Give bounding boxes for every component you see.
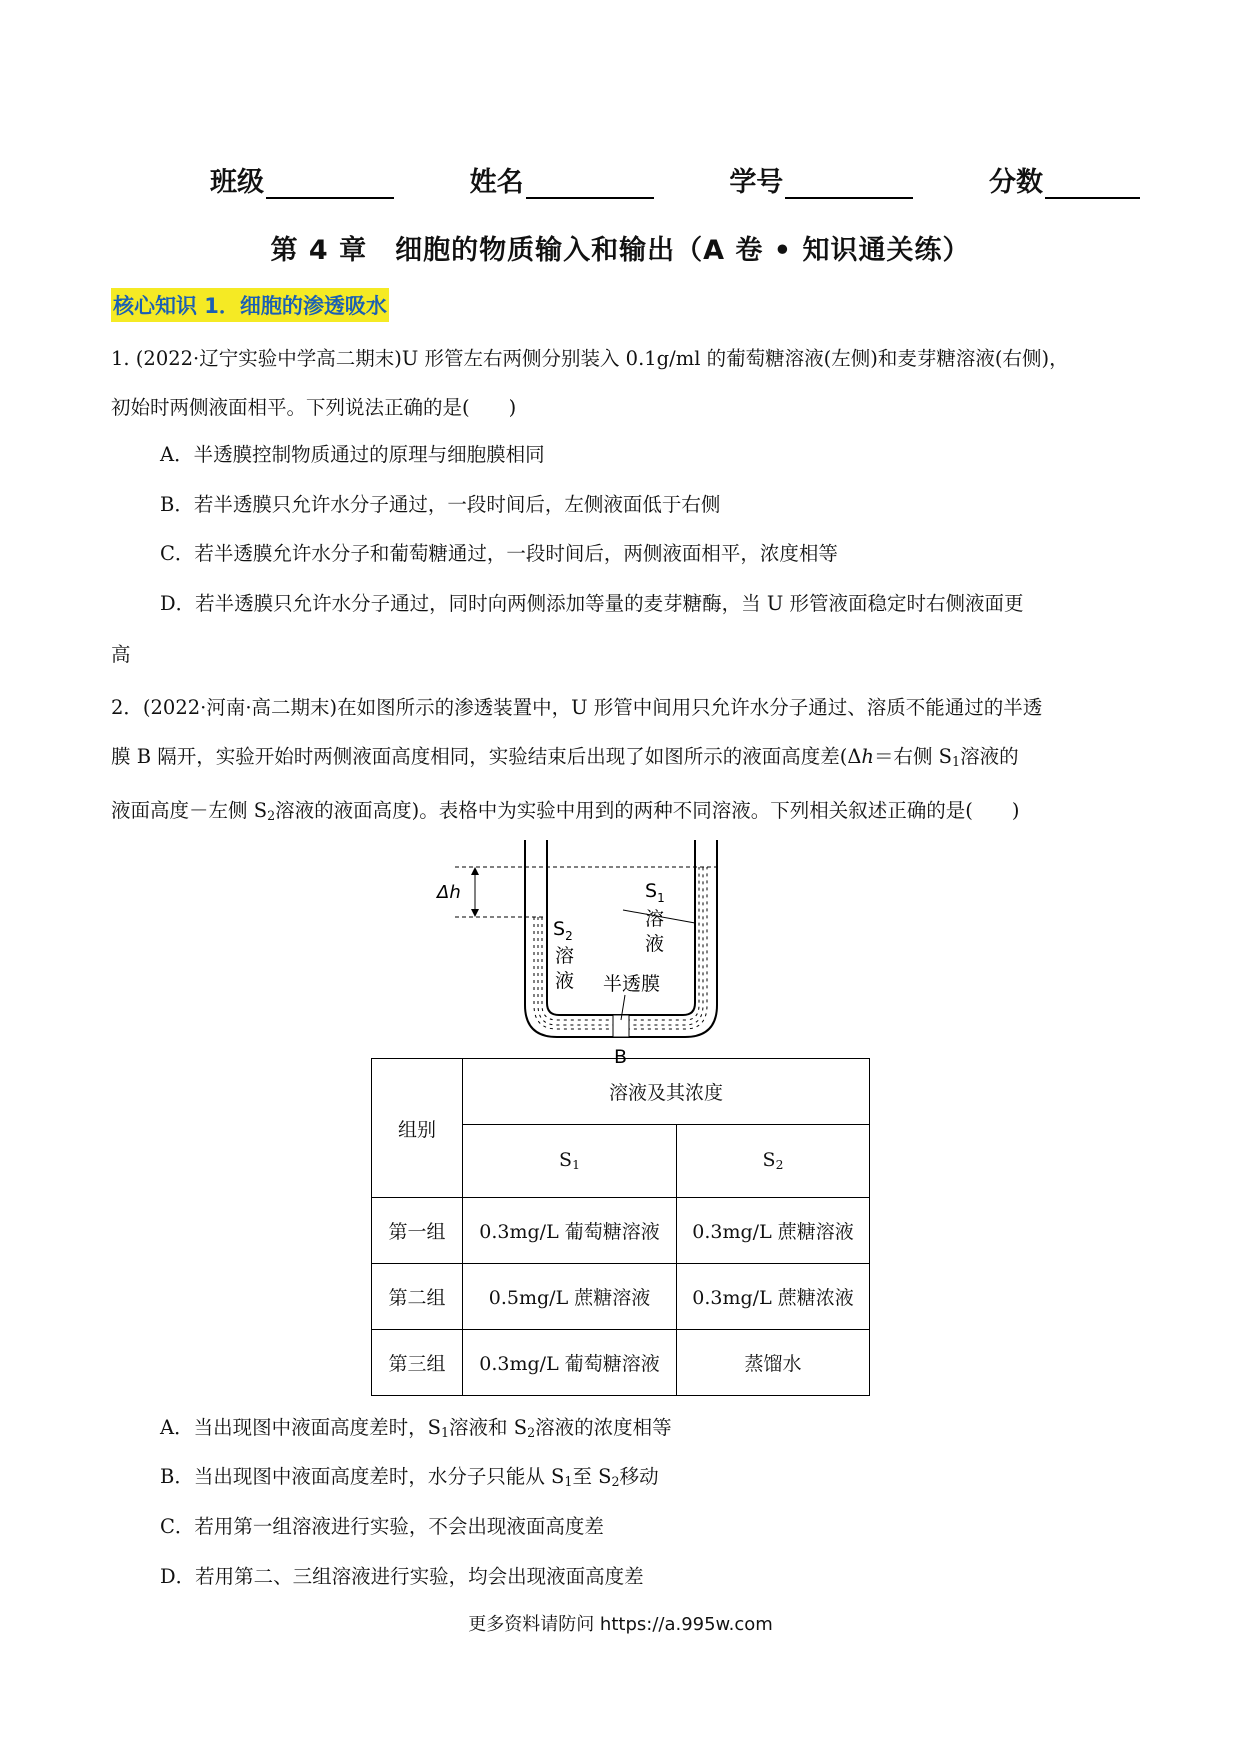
score-label: 分数 xyxy=(988,167,1043,198)
question-1-line-2: 初始时两侧液面相平。下列说法正确的是( ) xyxy=(111,396,517,419)
group-cell: 第三组 xyxy=(372,1330,463,1396)
name-blank[interactable] xyxy=(526,171,654,199)
question-2-option-b: B．当出现图中液面高度差时，水分子只能从 $S_1$至 $S_2$移动 xyxy=(160,1465,659,1490)
student-id-blank[interactable] xyxy=(785,171,913,199)
question-2-line-3: 液面高度－左侧 $S_2$溶液的液面高度)。表格中为实验中用到的两种不同溶液。下列相关叙述正确的是( ) xyxy=(111,799,1020,824)
page-title: 第 4 章 细胞的物质输入和输出（A 卷 • 知识通关练） xyxy=(270,235,971,266)
solution-header: 溶液及其浓度 xyxy=(463,1059,870,1125)
u-tube-diagram xyxy=(437,835,765,1068)
group-cell: 第二组 xyxy=(372,1264,463,1330)
name-label: 姓名 xyxy=(469,167,524,198)
question-2-stem xyxy=(111,683,1131,840)
question-1-line-1: 1. (2022·辽宁实验中学高二期末)U 形管左右两侧分别装入 0.1g/ml 的葡萄糖溶液(左侧)和麦芽糖溶液(右侧)， xyxy=(111,347,1069,370)
s2-cell: 0.3mg/L 蔗糖溶液 xyxy=(677,1198,870,1264)
question-1-option-d-cont: 高 xyxy=(111,643,131,666)
s2-label: $S_2$ xyxy=(553,918,573,943)
class-label: 班级 xyxy=(210,167,264,198)
class-blank[interactable] xyxy=(266,171,394,199)
score-field xyxy=(989,160,1140,199)
s1-cell: 0.3mg/L 葡萄糖溶液 xyxy=(463,1330,677,1396)
b-label: B xyxy=(614,1046,628,1068)
solutions-table xyxy=(371,1058,870,1396)
table-row xyxy=(372,1330,870,1396)
question-1-stem xyxy=(111,334,1131,432)
question-1-option-a: A．半透膜控制物质通过的原理与细胞膜相同 xyxy=(160,443,545,466)
s2-ye: 液 xyxy=(555,970,575,992)
question-2-option-a: A．当出现图中液面高度差时，$S_1$溶液和 $S_2$溶液的浓度相等 xyxy=(160,1416,672,1441)
s2-cell: 蒸馏水 xyxy=(677,1330,870,1396)
question-2-line-2: 膜 B 隔开，实验开始时两侧液面高度相同，实验结束后出现了如图所示的液面高度差(Δh＝右侧 $S_1$溶液的 xyxy=(111,745,1019,770)
table-row xyxy=(372,1264,870,1330)
group-header: 组别 xyxy=(372,1059,463,1198)
question-1-option-b: B．若半透膜只允许水分子通过，一段时间后，左侧液面低于右侧 xyxy=(160,493,721,516)
membrane-label: 半透膜 xyxy=(603,973,661,995)
s1-label: $S_1$ xyxy=(645,880,665,905)
s2-rong: 溶 xyxy=(555,945,575,967)
s1-cell: 0.3mg/L 葡萄糖溶液 xyxy=(463,1198,677,1264)
question-1-option-c: C．若半透膜允许水分子和葡萄糖通过，一段时间后，两侧液面相平，浓度相等 xyxy=(160,542,838,565)
s1-ye: 液 xyxy=(645,933,665,955)
score-blank[interactable] xyxy=(1045,171,1140,199)
s1-rong: 溶 xyxy=(645,908,665,930)
question-2-option-c: C．若用第一组溶液进行实验，不会出现液面高度差 xyxy=(160,1515,604,1538)
question-2-option-d: D．若用第二、三组溶液进行实验，均会出现液面高度差 xyxy=(160,1565,644,1588)
class-field xyxy=(210,160,394,199)
question-1-option-d: D．若半透膜只允许水分子通过，同时向两侧添加等量的麦芽糖酶，当 U 形管液面稳定时右侧液面更 xyxy=(160,592,1024,615)
student-id-label: 学号 xyxy=(729,167,784,198)
s2-header: $S_2$ xyxy=(677,1125,870,1198)
student-id-field xyxy=(729,160,913,199)
student-info-row xyxy=(210,160,1140,199)
s2-cell: 0.3mg/L 蔗糖浓液 xyxy=(677,1264,870,1330)
delta-h-label: Δh xyxy=(437,882,461,903)
s1-header: $S_1$ xyxy=(463,1125,677,1198)
group-cell: 第一组 xyxy=(372,1198,463,1264)
name-field xyxy=(470,160,654,199)
section-heading: 核心知识 1．细胞的渗透吸水 xyxy=(111,288,389,322)
table-row xyxy=(372,1198,870,1264)
footer-link[interactable]: 更多资料请防问 https://a.995w.com xyxy=(468,1614,773,1635)
question-2-line-1: 2．(2022·河南·高二期末)在如图所示的渗透装置中，U 形管中间用只允许水分子通过、溶质不能通过的半透 xyxy=(111,696,1043,719)
s1-cell: 0.5mg/L 蔗糖溶液 xyxy=(463,1264,677,1330)
